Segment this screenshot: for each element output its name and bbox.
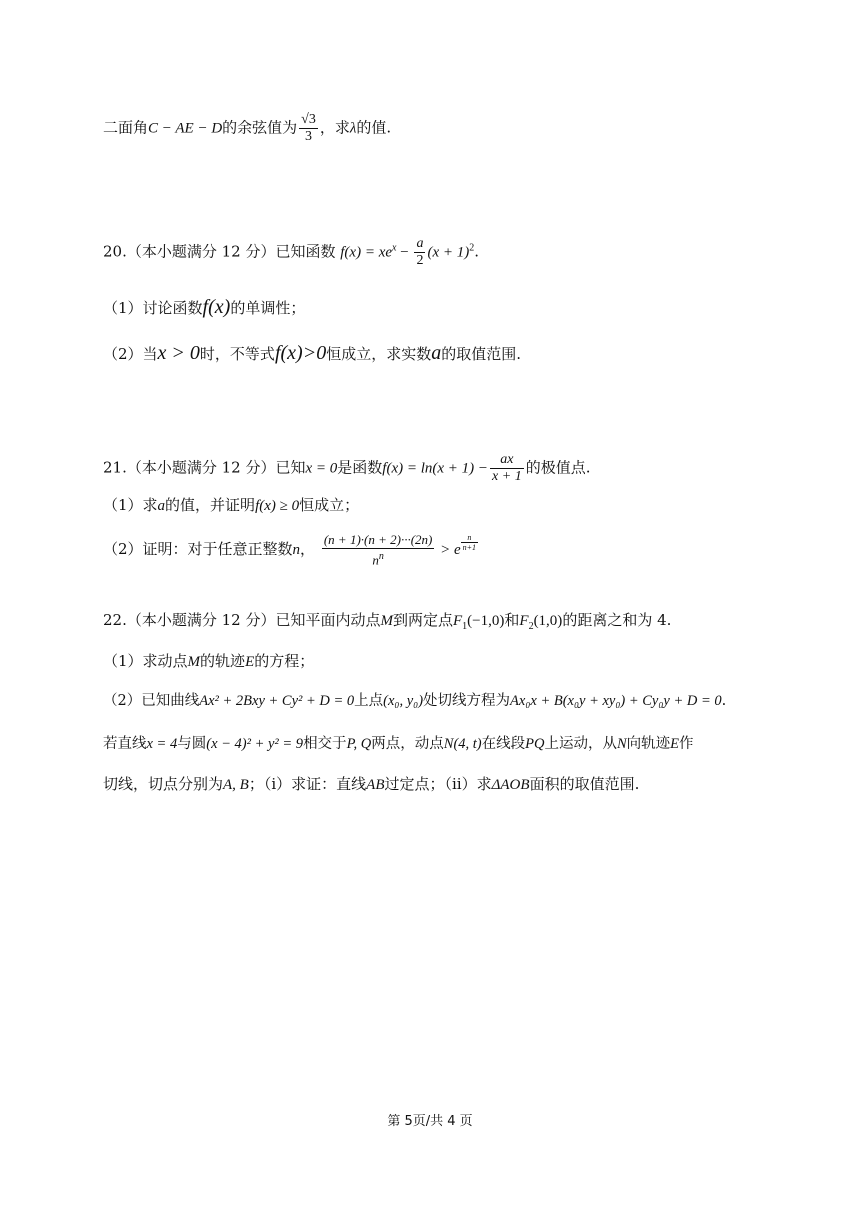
q21-part1: （1）求a的值，并证明f(x) ≥ 0恒成立； [103, 496, 360, 514]
page-footer: 第 5页/共 4 页 [387, 1114, 473, 1129]
q20-part2: （2）当x > 0时，不等式f(x)>0恒成立，求实数a的取值范围. [103, 342, 521, 364]
a-over-2: $\frac{a}{2}$ [416, 236, 424, 268]
exponent-n-over-n-plus-1: n n+1 [462, 533, 477, 552]
q22-line3: 切线，切点分别为A, B；（ⅰ）求证：直线AB过定点；（ⅱ）求ΔAOB面积的取值范围. [103, 775, 640, 793]
q21-part2: （2）证明：对于任意正整数n， $\frac{(n + 1)\cdot(n + 2)\cdot\cdot\cdot(2n)}{n^n}$ > e $^{\frac{n}{n+1}}$ [103, 532, 477, 568]
product-over-n-power-n: $\frac{(n + 1)\cdot(n + 2)\cdot\cdot\cdot(2n)}{n^n}$ [323, 532, 433, 568]
q19-tail-line: 二面角C − AE − D的余弦值为 $\frac{√3}{3}$ ，求λ的值. [103, 112, 392, 144]
q21-header: 21.（本小题满分 12 分）已知x = 0是函数f(x) = ln(x + 1) − $\frac{ax}{x + 1}$ 的极值点. [103, 452, 591, 484]
ax-over-x-plus-1: $\frac{ax}{x + 1}$ [492, 452, 522, 484]
sqrt3-over-3: $\frac{√3}{3}$ [301, 112, 316, 144]
q20-part1: （1）讨论函数f(x)的单调性； [103, 296, 306, 318]
q22-line2: 若直线x = 4与圆(x − 4)² + y² = 9相交于P, Q两点，动点N(4, t)在线段PQ上运动，从N向轨迹E作 [103, 736, 694, 752]
q22-part1: （1）求动点M的轨迹E的方程； [103, 652, 315, 670]
q22-header: 22.（本小题满分 12 分）已知平面内动点M到两定点$F_1(-1,0)$和$F_2(1,0)$的距离之和为 4. [103, 611, 672, 632]
q20-header: 20.（本小题满分 12 分）已知函数 $f(x) = xe^x$ − $\frac{a}{2}$ $(x + 1)^2$. [103, 236, 480, 268]
q22-part2: （2）已知曲线Ax² + 2Bxy + Cy² + D = 0上点(x₀, y₀)处切线方程为Ax₀x + B(x₀y + xy₀) + Cy₀y + D = 0. [103, 693, 727, 709]
